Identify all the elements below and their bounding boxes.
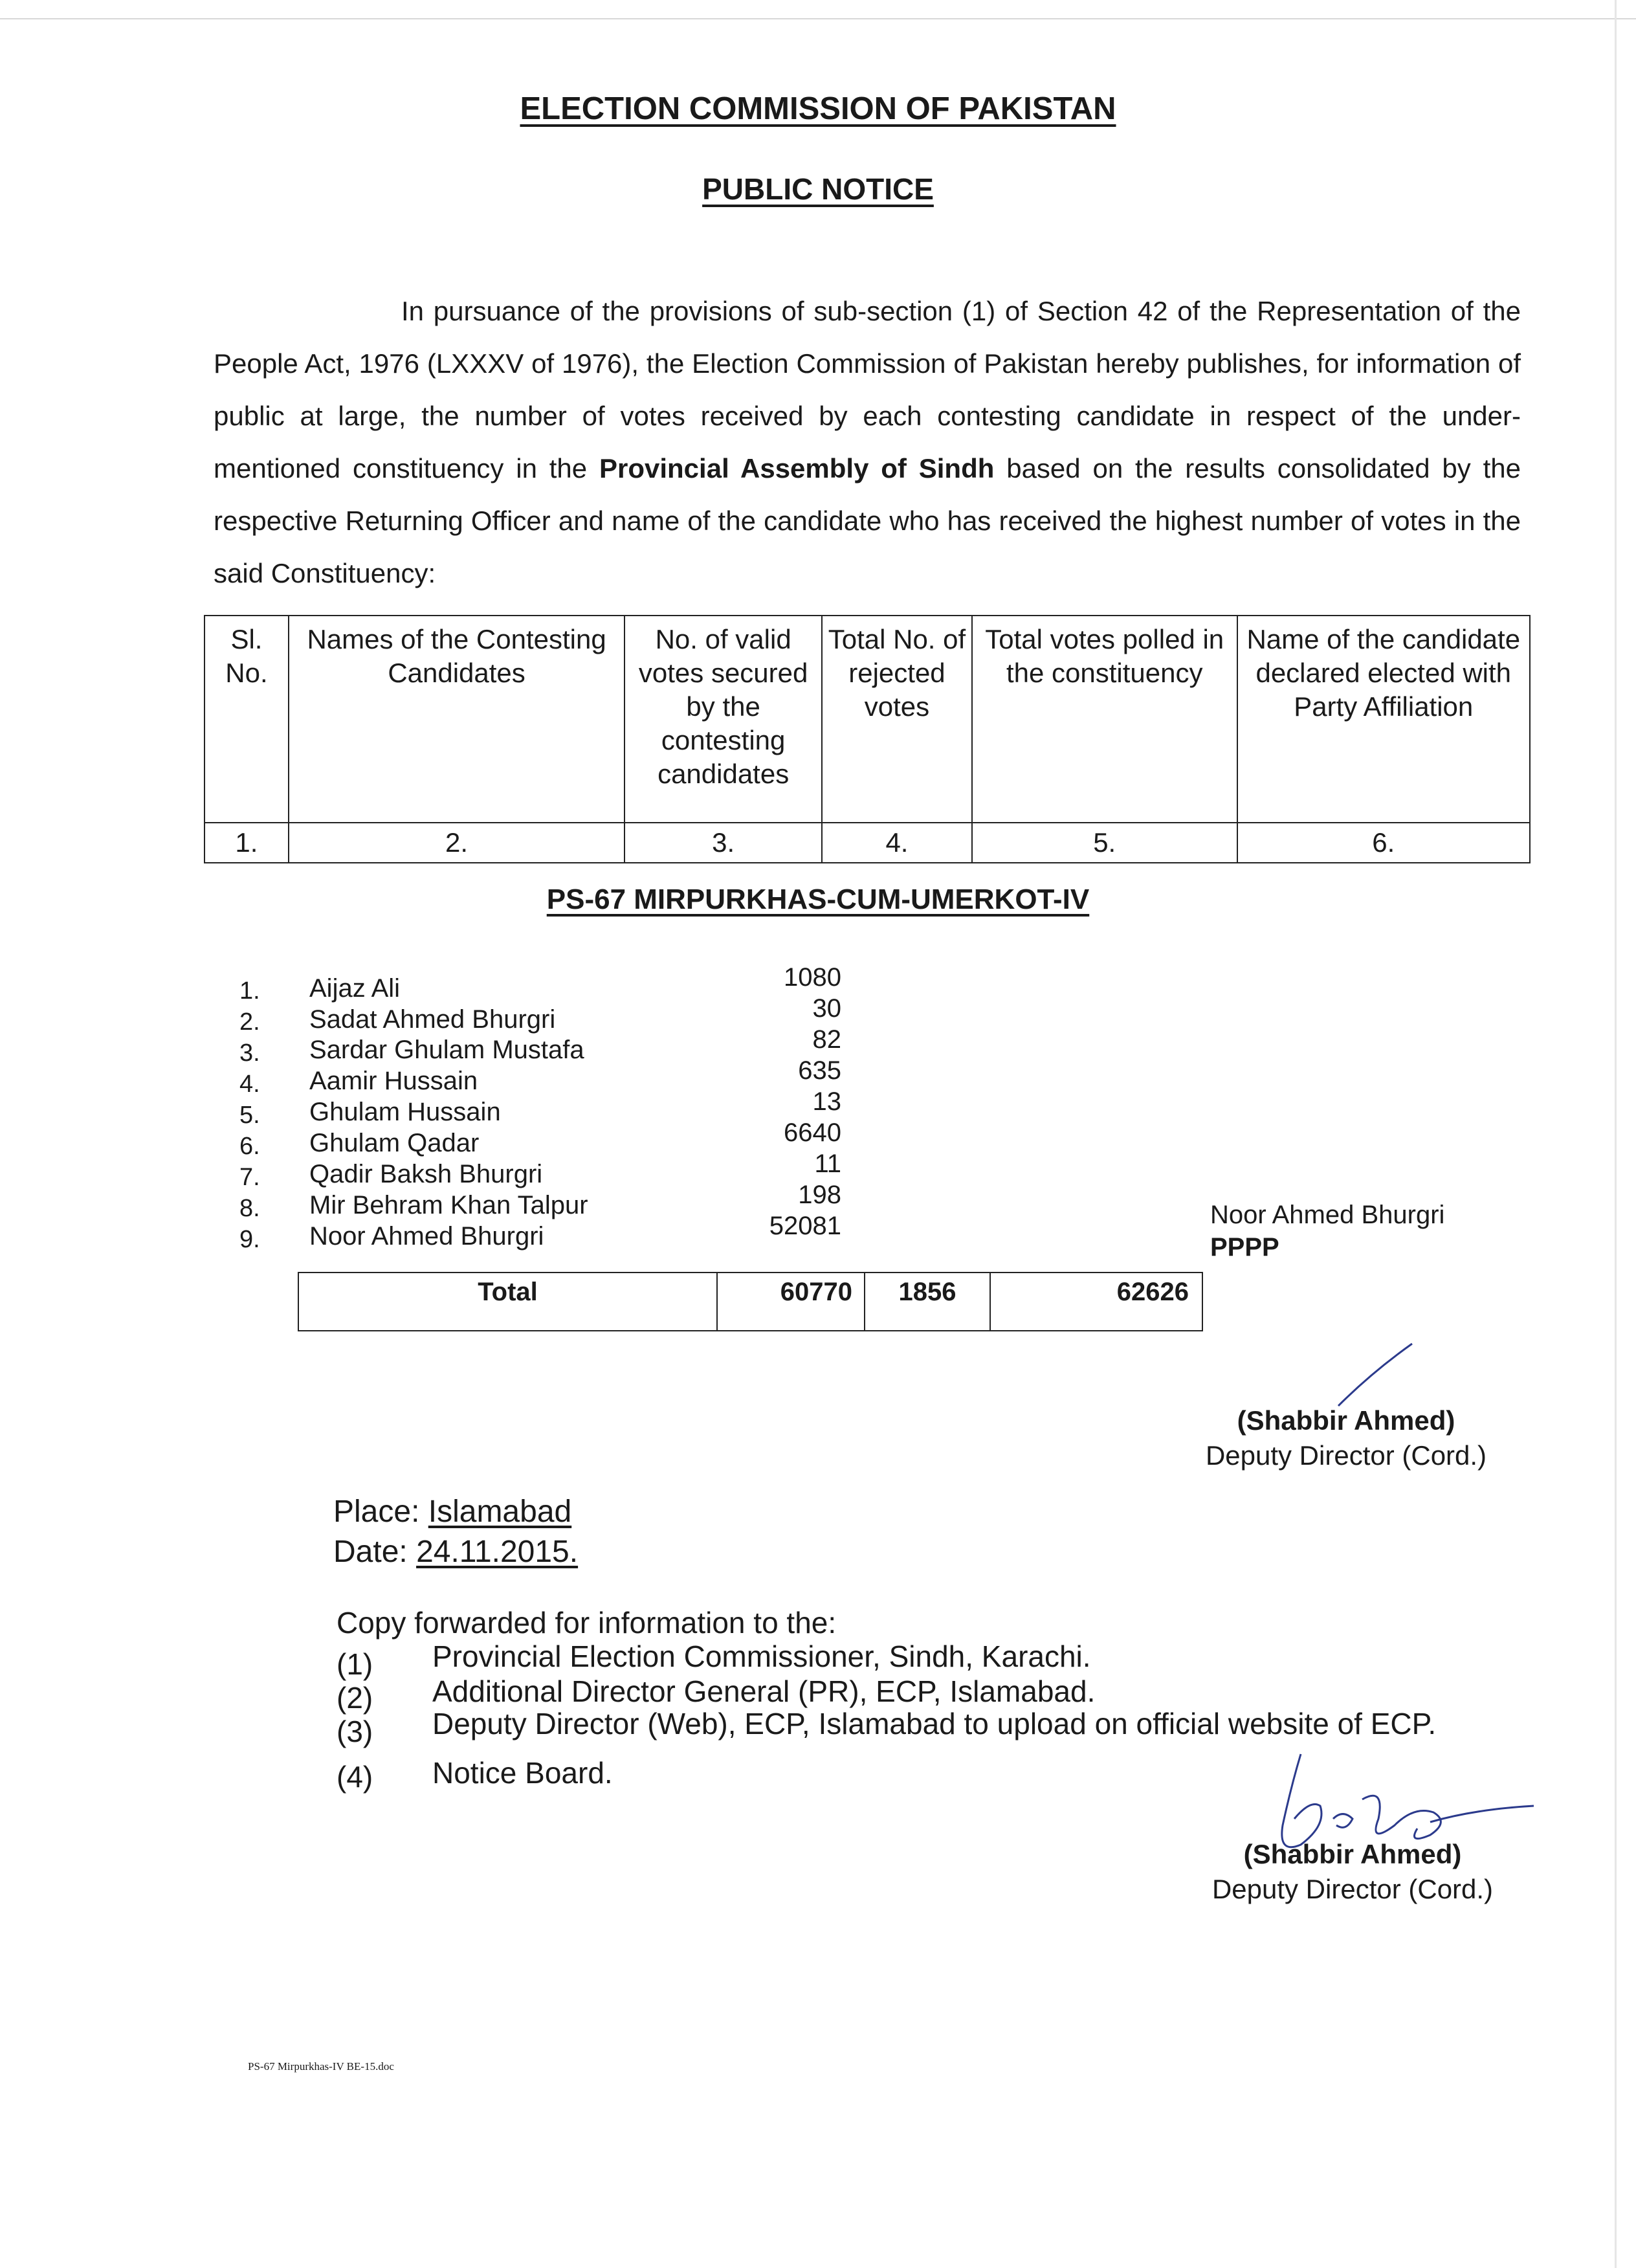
candidate-name: Ghulam Hussain xyxy=(309,1098,501,1126)
place-line xyxy=(333,1494,571,1529)
total-label: Total xyxy=(299,1273,718,1330)
footer-filename: PS-67 Mirpurkhas-IV BE-15.doc xyxy=(248,2060,394,2073)
candidate-number: 6. xyxy=(239,1133,260,1160)
elected-candidate-party: PPPP xyxy=(1210,1233,1279,1262)
candidate-number: 1. xyxy=(239,977,260,1005)
candidate-votes: 198 xyxy=(798,1181,841,1209)
col-number: 6. xyxy=(1237,823,1530,863)
signature-stroke-1 xyxy=(1333,1340,1417,1411)
copy-item-number: (3) xyxy=(337,1715,373,1748)
constituency-heading: PS-67 MIRPURKHAS-CUM-UMERKOT-IV xyxy=(546,884,1090,915)
candidate-number: 7. xyxy=(239,1164,260,1191)
candidate-votes: 52081 xyxy=(769,1212,841,1240)
copy-item-number: (2) xyxy=(337,1681,373,1715)
signatory-block-2 xyxy=(1171,1837,1534,1907)
copy-item-text: Additional Director General (PR), ECP, Islamabad. xyxy=(432,1674,1096,1708)
candidate-votes: 30 xyxy=(812,994,841,1023)
elected-candidate-name: Noor Ahmed Bhurgri xyxy=(1210,1201,1445,1229)
place-value: Islamabad xyxy=(428,1495,572,1529)
signatory-designation: Deputy Director (Cord.) xyxy=(1205,1440,1487,1471)
col-header-sl-no: Sl. No. xyxy=(204,616,289,823)
page-title: ELECTION COMMISSION OF PAKISTAN xyxy=(520,91,1116,126)
copy-forwarded-heading: Copy forwarded for information to the: xyxy=(337,1606,837,1640)
candidate-name: Qadir Baksh Bhurgri xyxy=(309,1160,543,1188)
col-number: 4. xyxy=(822,823,972,863)
place-label: Place: xyxy=(333,1495,420,1529)
candidate-votes: 6640 xyxy=(784,1118,841,1147)
elected-candidate xyxy=(1210,1199,1444,1263)
signatory-name: (Shabbir Ahmed) xyxy=(1243,1839,1462,1869)
copy-item-number: (1) xyxy=(337,1647,373,1681)
scan-right-edge xyxy=(1615,0,1617,2268)
candidate-votes: 11 xyxy=(814,1150,841,1178)
intro-text-1: In pursuance of the provisions of sub-section (1) of Section 42 of the Representation of the People Act, 1976 (LXXXV of 1976), the Election Commission of Pakistan hereby publishes, for information of public at large, the number of votes received by each contesting candidate in respect of the under-mentioned constituency in the xyxy=(214,296,1521,484)
col-number: 5. xyxy=(972,823,1237,863)
signatory-block-1 xyxy=(1165,1403,1527,1473)
col-number: 1. xyxy=(204,823,289,863)
candidate-number: 8. xyxy=(239,1195,260,1222)
results-header-table xyxy=(204,615,1531,863)
intro-bold: Provincial Assembly of Sindh xyxy=(599,453,995,484)
candidate-name: Mir Behram Khan Talpur xyxy=(309,1191,588,1219)
total-votes-polled: 62626 xyxy=(1116,1278,1189,1306)
total-valid-votes: 60770 xyxy=(716,1273,865,1330)
candidate-name: Sadat Ahmed Bhurgri xyxy=(309,1005,556,1034)
intro-paragraph xyxy=(214,285,1521,599)
candidate-number: 5. xyxy=(239,1102,260,1129)
candidate-number: 4. xyxy=(239,1071,260,1098)
date-label: Date: xyxy=(333,1535,408,1569)
candidate-votes: 1080 xyxy=(784,963,841,992)
page-subtitle: PUBLIC NOTICE xyxy=(702,172,934,206)
col-number: 2. xyxy=(289,823,625,863)
col-header-votes-polled: Total votes polled in the constituency xyxy=(972,616,1237,823)
copy-item-text: Provincial Election Commissioner, Sindh, Karachi. xyxy=(432,1640,1091,1673)
candidate-number: 2. xyxy=(239,1008,260,1036)
candidate-number: 3. xyxy=(239,1040,260,1067)
candidate-name: Ghulam Qadar xyxy=(309,1129,480,1157)
candidate-votes: 82 xyxy=(812,1025,841,1054)
col-header-elected-candidate: Name of the candidate declared elected with Party Affiliation xyxy=(1237,616,1530,823)
col-number: 3. xyxy=(625,823,822,863)
total-rejected-votes: 1856 xyxy=(865,1273,991,1330)
candidate-votes: 635 xyxy=(798,1056,841,1085)
scan-edge-line xyxy=(0,18,1636,19)
candidate-votes: 13 xyxy=(812,1087,841,1116)
col-header-candidate-names: Names of the Contesting Candidates xyxy=(289,616,625,823)
candidate-name: Sardar Ghulam Mustafa xyxy=(309,1036,584,1064)
copy-item-number: (4) xyxy=(337,1760,373,1794)
date-line xyxy=(333,1534,578,1570)
candidate-name: Aijaz Ali xyxy=(309,974,401,1003)
candidate-number: 9. xyxy=(239,1226,260,1253)
date-value: 24.11.2015. xyxy=(416,1535,579,1569)
candidate-name: Noor Ahmed Bhurgri xyxy=(309,1222,544,1251)
signatory-name: (Shabbir Ahmed) xyxy=(1237,1405,1455,1436)
col-header-valid-votes: No. of valid votes secured by the contesting candidates xyxy=(625,616,822,823)
candidate-name: Aamir Hussain xyxy=(309,1067,478,1095)
copy-item-text: Deputy Director (Web), ECP, Islamabad to upload on official website of ECP. xyxy=(432,1707,1437,1740)
signatory-designation: Deputy Director (Cord.) xyxy=(1211,1874,1494,1904)
copy-item-text: Notice Board. xyxy=(432,1756,613,1790)
intro-text-2: based on the results consolidated by the respective Returning Officer and name of the candidate who has received the highest number of votes in the said Constituency: xyxy=(214,453,1521,588)
totals-row xyxy=(298,1272,1203,1331)
col-header-rejected-votes: Total No. of rejected votes xyxy=(822,616,972,823)
